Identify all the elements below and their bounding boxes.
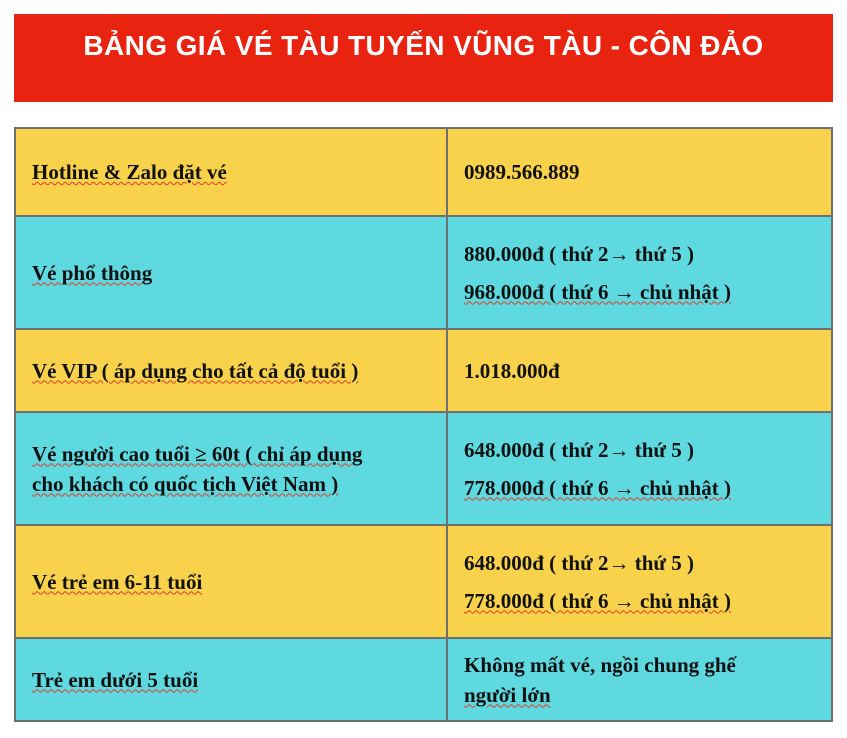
row-label-cell bbox=[16, 330, 448, 413]
table-row bbox=[16, 526, 833, 639]
row-value-line: 778.000đ ( thứ 6 → chủ nhật ) bbox=[464, 588, 731, 613]
row-label: Trẻ em dưới 5 tuổi bbox=[32, 667, 199, 692]
row-value-line: người lớn bbox=[464, 682, 551, 707]
row-label-line: cho khách có quốc tịch Việt Nam ) bbox=[32, 471, 339, 496]
row-value-line: 648.000đ ( thứ 2→ thứ 5 ) bbox=[464, 550, 694, 575]
row-value-cell bbox=[448, 639, 833, 722]
row-value-line: 968.000đ ( thứ 6 → chủ nhật ) bbox=[464, 279, 731, 304]
row-value-line: Không mất vé, ngồi chung ghế bbox=[464, 652, 736, 677]
price-table bbox=[14, 127, 833, 722]
row-label: Vé trẻ em 6-11 tuổi bbox=[32, 569, 203, 594]
table-row bbox=[16, 217, 833, 330]
bottom-margin bbox=[0, 728, 847, 738]
row-label-cell bbox=[16, 217, 448, 330]
row-label: Hotline & Zalo đặt vé bbox=[32, 160, 227, 185]
row-value-cell bbox=[448, 330, 833, 413]
row-label: Vé VIP ( áp dụng cho tất cả độ tuổi ) bbox=[32, 358, 359, 383]
row-value-cell bbox=[448, 129, 833, 217]
page-title: BẢNG GIÁ VÉ TÀU TUYẾN VŨNG TÀU - CÔN ĐẢO bbox=[83, 30, 764, 61]
row-label-cell bbox=[16, 526, 448, 639]
row-label-cell bbox=[16, 129, 448, 217]
row-label: Vé phổ thông bbox=[32, 260, 153, 285]
row-label-cell bbox=[16, 639, 448, 722]
row-value-line: 1.018.000đ bbox=[464, 358, 560, 383]
title-banner bbox=[14, 14, 833, 102]
row-label-cell bbox=[16, 413, 448, 526]
row-value-cell bbox=[448, 217, 833, 330]
table-row bbox=[16, 413, 833, 526]
row-value-line: 880.000đ ( thứ 2→ thứ 5 ) bbox=[464, 241, 694, 266]
table-row bbox=[16, 129, 833, 217]
table-row bbox=[16, 639, 833, 722]
table-row bbox=[16, 330, 833, 413]
row-value-line: 648.000đ ( thứ 2→ thứ 5 ) bbox=[464, 437, 694, 462]
row-value-line: 778.000đ ( thứ 6 → chủ nhật ) bbox=[464, 475, 731, 500]
row-value-cell bbox=[448, 526, 833, 639]
row-label-line: Vé người cao tuổi ≥ 60t ( chỉ áp dụng bbox=[32, 441, 363, 466]
row-value-cell bbox=[448, 413, 833, 526]
row-value-line: 0989.566.889 bbox=[464, 160, 580, 185]
